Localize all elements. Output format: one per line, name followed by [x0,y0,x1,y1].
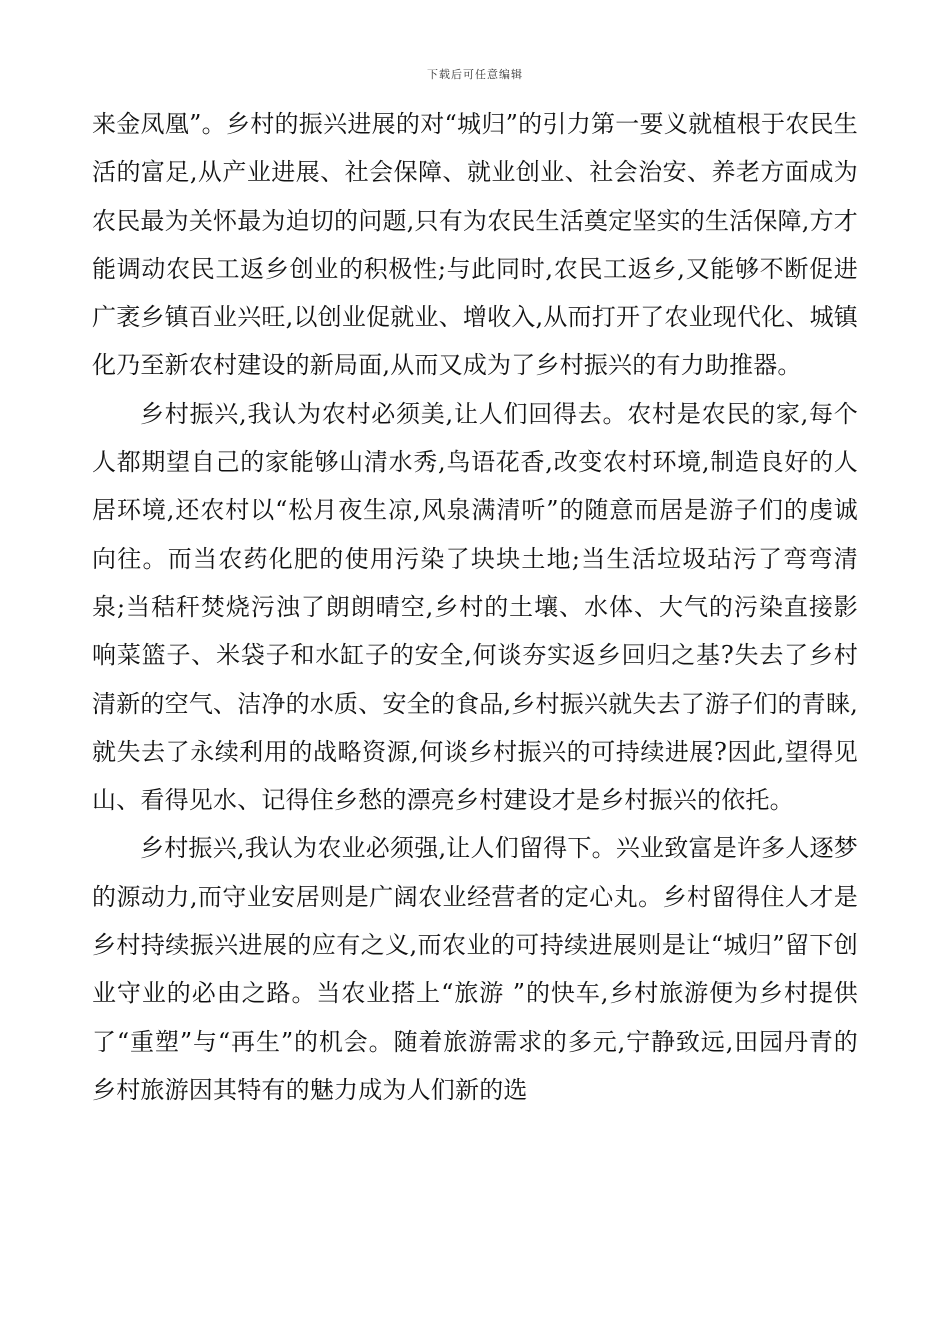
page-header: 下载后可任意编辑 [427,68,523,81]
paragraph-2: 乡村振兴,我认为农村必须美,让人们回得去。农村是农民的家,每个人都期望自己的家能够山清水秀,鸟语花香,改变农村环境,制造良好的人居环境,还农村以“松月夜生凉,风泉满清听”的随意而居是游子们的虔诚向往。而当农药化肥的使用污染了块块土地;当生活垃圾玷污了弯弯清泉;当秸秆焚烧污浊了朗朗晴空,乡村的土壤、水体、大气的污染直接影响菜篮子、米袋子和水缸子的安全,何谈夯实返乡回归之基?失去了乡村清新的空气、洁净的水质、安全的食品,乡村振兴就失去了游子们的青睐,就失去了永续利用的战略资源,何谈乡村振兴的可持续进展?因此,望得见山、看得见水、记得住乡愁的漂亮乡村建设才是乡村振兴的依托。 [92,399,858,815]
document-body [92,100,858,1114]
paragraph-1: 来金凤凰”。乡村的振兴进展的对“城归”的引力第一要义就植根于农民生活的富足,从产业进展、社会保障、就业创业、社会治安、养老方面成为农民最为关怀最为迫切的问题,只有为农民生活奠定坚实的生活保障,方才能调动农民工返乡创业的积极性;与此同时,农民工返乡,又能够不断促进广袤乡镇百业兴旺,以创业促就业、增收入,从而打开了农业现代化、城镇化乃至新农村建设的新局面,从而又成为了乡村振兴的有力助推器。 [92,110,858,380]
paragraph-3: 乡村振兴,我认为农业必须强,让人们留得下。兴业致富是许多人逐梦的源动力,而守业安居则是广阔农业经营者的定心丸。乡村留得住人才是乡村持续振兴进展的应有之义,而农业的可持续进展则是让“城归”留下创业守业的必由之路。当农业搭上“旅游 ”的快车,乡村旅游便为乡村提供了“重塑”与“再生”的机会。随着旅游需求的多元,宁静致远,田园丹青的乡村旅游因其特有的魅力成为人们新的选 [92,834,858,1104]
